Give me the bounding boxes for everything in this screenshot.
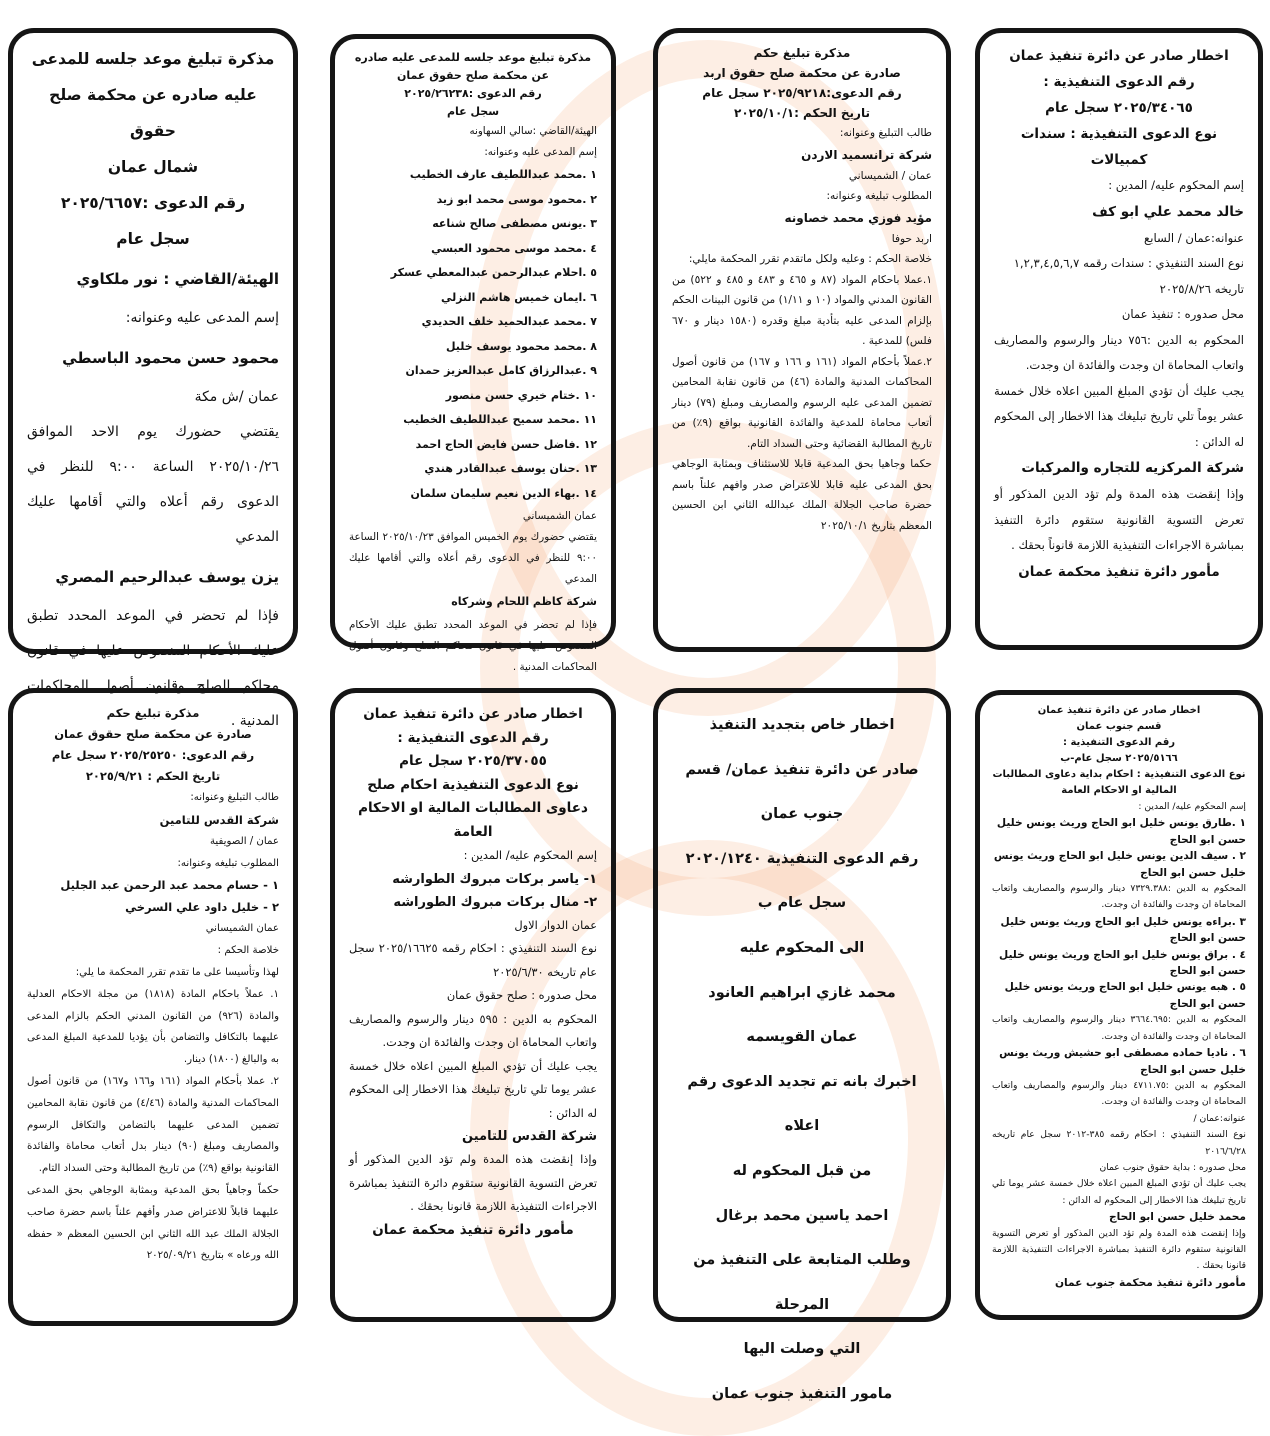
notice-name-line: شركة ترانسميد الاردن xyxy=(801,147,932,162)
notice-heading-line: عليه صادره عن محكمة صلح حقوق xyxy=(49,86,257,140)
notice-name-line: ٣ .يونس مصطفى صالح شناعه xyxy=(432,217,597,230)
notice-heading-line: اخطار صادر عن دائرة تنفيذ عمان xyxy=(1037,705,1201,716)
notice-heading-line: صادرة عن محكمة صلح حقوق اربد xyxy=(703,66,901,80)
notice-body-text: ٢.عملاً بأحكام المواد (١٦١ و ١٦٦ و ١٦٧) من قانون أصول المحاكمات المدنية والمادة (٤٦) من قانون نقابة المحامين تضمين المدعى عليه الرسوم والمصاريف ومبلغ (٧٩) دينار أتعاب محاماة للمدعية والفائدة القانونية بواقع (٩٪) من تاريخ المطالبة القضائية وحتى السداد التام. xyxy=(672,355,932,450)
notice-heading-line: سجل عام xyxy=(446,105,500,118)
notice-heading-line: رقم الدعوى :٢٠٢٥/٢٦٢٣٨ xyxy=(404,87,542,100)
notice-name-line: شركة القدس للتامين xyxy=(462,1129,597,1144)
notice-name-line: يزن يوسف عبدالرحيم المصري xyxy=(55,568,279,586)
notice-heading-line: مذكرة تبليغ حكم xyxy=(753,46,851,60)
notice-body-text: تاريخه ٢٠٢٥/٨/٢٦ xyxy=(1159,281,1244,296)
notice-body-text: عمان الشميساني xyxy=(205,923,279,935)
notice-heading-line: رقم الدعوى التنفيذية : xyxy=(1062,737,1176,748)
notice-body-text: المطلوب تبليغه وعنوانه: xyxy=(177,857,279,869)
notice-heading-line: اخبرك بانه تم تجديد الدعوى رقم اعلاه xyxy=(687,1073,917,1135)
notice-name-line: شركة القدس للتامين xyxy=(159,812,279,827)
notice-heading-line: مذكرة تبليغ موعد جلسه للمدعى عليه صادره عن محكمة صلح حقوق عمان xyxy=(354,51,592,82)
notice-body-text: نوع السند التنفيذي : سندات رقمه ١,٢,٣,٤,٥,٦,٧ xyxy=(1013,256,1244,270)
notice-body-text: المحكوم به الدين :٤٧١١.٧٥ دينار والرسوم والمصاريف واتعاب المحاماة ان وجدت والفائدة ان وجدت. xyxy=(992,1079,1246,1108)
notice-heading-line: رقم الدعوى :٢٠٢٥/٦٦٥٧ xyxy=(60,194,246,212)
notice-name-line: ٦ .ايمان خميس هاشم النزلي xyxy=(440,290,597,304)
notice-body-text: إسم المدعى عليه وعنوانه: xyxy=(484,146,597,158)
notice-name-line: ٢ .محمود موسى محمد ابو زيد xyxy=(436,192,597,206)
notice-body-text: المحكوم به الدين :٧٣٢٩.٣٨٨ دينار والرسوم والمصاريف واتعاب المحاماة ان وجدت والفائدة ان وجدت. xyxy=(992,883,1246,911)
notice-heading-line: رقم الدعوى التنفيذية ٢٠٢٠/١٢٤٠ xyxy=(685,850,919,867)
notice-name-line: ١ - حسام محمد عبد الرحمن عبد الجليل xyxy=(60,878,279,893)
notice-heading-line: مأمور دائرة تنفيذ محكمة عمان xyxy=(1018,563,1220,580)
notice-body-text: عنوانه:عمان / السابع xyxy=(1144,230,1244,245)
notice-name-line: مأمور دائرة تنفيذ محكمة جنوب عمان xyxy=(1054,1276,1246,1289)
notice-heading-line: مأمور دائرة تنفيذ محكمة عمان xyxy=(372,1221,574,1238)
notice-body-text: خلاصة الحكم : xyxy=(217,945,279,957)
notice-name-line: ٦ . ناديا حماده مصطفى ابو حشيش وريث يونس خليل حسن ابو الحاج xyxy=(999,1047,1246,1076)
notice-name-line: ١٠ .ختام خيري حسن منصور xyxy=(445,388,597,402)
notice-name-line: ١ .محمد عبداللطيف عارف الخطيب xyxy=(409,168,597,181)
notice-body-text: طالب التبليغ وعنوانه: xyxy=(839,127,932,139)
notice-body-text: إسم المدعى عليه وعنوانه: xyxy=(125,310,279,326)
notice-heading-line: رقم الدعوى: ٢٠٢٥/٢٥٢٥٠ سجل عام xyxy=(51,748,255,762)
notice-heading-line: تاريخ الحكم :٢٠٢٥/١٠/١ xyxy=(734,106,870,120)
notice-heading-line: ٢٠٢٥/٣٤٠٦٥ سجل عام xyxy=(1045,100,1193,116)
notice-body-text: المطلوب تبليغه وعنوانه: xyxy=(826,190,932,202)
notice-heading-line: نوع الدعوى التنفيذية احكام صلح دعاوى المطالبات المالية او الاحكام العامة xyxy=(358,776,588,840)
notice-name-line: ١ .طارق يونس خليل ابو الحاج وريث يونس خليل حسن ابو الحاج xyxy=(996,817,1246,846)
notice-body-text: ١. عملاً باحكام المادة (١٨١٨) من مجلة الاحكام العدلية والمادة (٩٢٦) من القانون المدني الحكم بالزام المدعى عليهما بالتكافل والتضامن بأن يؤديا للمدعية المبلغ المدعى به والبالغ (١٨٠٠) دينار. xyxy=(27,988,279,1066)
notice-body-text: المحكوم به الدين :٣٦٦٤.٦٩٥ دينار والرسوم والمصاريف واتعاب المحاماة ان وجدت والفائدة ان وجدت. xyxy=(992,1014,1246,1042)
notice-body-text: حكما وجاهيا بحق المدعية قابلا للاستئناف وبمثابة الوجاهي بحق المدعى عليه قابلا للاعتراض صدر وافهم علناً باسم حضرة صاحب الجلالة الملك عبدالله الثاني ابن الحسين المعظم بتاريخ ٢٠٢٥/١٠/١ xyxy=(672,458,932,532)
notice-body-text: نوع السند التنفيذي : احكام رقمه ٣٨٥-٢٠١٢ سجل عام تاريخه ٢٠١٦/٦/٢٨ xyxy=(992,1129,1246,1157)
notice-name-line: ١٤ .بهاء الدين نعيم سليمان سلمان xyxy=(410,486,597,500)
notice-body-text: ٢. عملا بأحكام المواد (١٦١ و١٦٦ و١٦٧) من قانون أصول المحاكمات المدنية والمادة (٤/٤٦) من قانون نقابة المحامين تضمين المدعى عليهما بالتضامن والتكافل الرسوم والمصاريف ومبلغ (٩٠) دينار بدل أتعاب محاماة والفائدة القانونية بواقع (٩٪) من تاريخ المطالبة وحتى السداد التام. xyxy=(27,1075,279,1175)
notice-body-text: وإذا إنقضت هذه المدة ولم تؤد الدين المذكور أو تعرض التسوية القانونية ستقوم دائرة التنفيذ بمباشرة الاجراءات التنفيذية اللازمة قانوناً بحقك . xyxy=(994,487,1244,552)
notice-heading-line: اخطار صادر عن دائرة تنفيذ عمان xyxy=(1009,48,1229,64)
notice-name-line: ٣ .براءه يونس خليل ابو الحاج وريث يونس خليل حسن ابو الحاج xyxy=(1000,915,1246,945)
notice-body-text: محل صدوره : تنفيذ عمان xyxy=(1121,307,1244,321)
notice-heading-line: تاريخ الحكم : ٢٠٢٥/٩/٢١ xyxy=(85,769,221,783)
notice-body-text: المحكوم به الدين :٧٥٦ دينار والرسوم والمصاريف واتعاب المحاماة ان وجدت والفائدة ان وجدت. xyxy=(994,332,1244,372)
notice-heading-line: من قبل المحكوم له xyxy=(732,1162,872,1179)
notice-body-text: وإذا إنقضت هذه المدة ولم تؤد الدين المذكور أو تعرض التسوية القانونية ستقوم دائرة التنفيذ بمباشرة الاجراءات التنفيذية اللازمة قانونا بحقك . xyxy=(349,1152,597,1213)
notice-body-text: محل صدوره : صلح حقوق عمان xyxy=(446,988,597,1002)
notice-body-text: الهيئة/القاضي :سالي السهاونه xyxy=(469,125,597,137)
notice-name-line: ٢- منال بركات مبروك الطوراشه xyxy=(393,894,597,910)
notice-heading-line: سجل عام xyxy=(116,230,190,248)
notice-heading-line: نوع الدعوى التنفيذية : سندات كمبيالات xyxy=(1020,126,1218,168)
notice-body-text: خلاصة الحكم : وعليه ولكل ماتقدم تقرر المحكمة مايلي: xyxy=(688,253,932,265)
notice-name-line: ١٣ .حنان يوسف عبدالقادر هندي xyxy=(424,462,597,475)
notice-name-line: ٥ . هبه يونس خليل ابو الحاج وريث يونس خليل حسن ابو الحاج xyxy=(1004,981,1246,1010)
notice-heading-line: احمد ياسين محمد برغال xyxy=(715,1207,889,1224)
notice-body-text: محل صدوره : بداية حقوق جنوب عمان xyxy=(1099,1161,1246,1173)
notice-name-line: ٢ . سيف الدين يونس خليل ابو الحاج وريث يونس خليل حسن ابو الحاج xyxy=(993,850,1246,879)
notice-name-line: ١١ .محمد سميح عبداللطيف الخطيب xyxy=(403,413,597,426)
notice-name-line: خالد محمد علي ابو كف xyxy=(1092,203,1244,220)
notice-execution-amman-34065 xyxy=(975,28,1263,650)
notice-hearing-amman-civil xyxy=(330,34,616,673)
notice-body-text: عمان الدوار الاول xyxy=(514,917,597,932)
notice-body-text: فإذا لم تحضر في الموعد المحدد تطبق عليك الأحكام المنصوص عليها في قانون محاكم الصلح وقانون أصول المحاكمات المدنية . xyxy=(27,608,279,729)
notice-body-text: إسم المحكوم عليه/ المدين : xyxy=(1108,178,1244,192)
notice-body-text: يجب عليك أن تؤدي المبلغ المبين اعلاه خلال خمسة عشر يوماً تلي تاريخ تبليغك هذا الاخطار إلى المحكوم له الدائن : xyxy=(994,383,1244,449)
notice-name-line: ٧ .محمد عبدالحميد خلف الحديدي xyxy=(421,315,597,328)
notice-heading-line: الى المحكوم عليه xyxy=(739,939,865,956)
notice-heading-line: وطلب المتابعة على التنفيذ من المرحلة xyxy=(693,1252,911,1313)
notice-heading-line: مذكرة تبليغ حكم xyxy=(106,706,200,720)
notice-name-line: ٩ .عبدالرزاق كامل عبدالعزيز حمدان xyxy=(405,364,597,377)
notice-heading-line: رقم الدعوى التنفيذية : xyxy=(1043,74,1195,90)
notice-body-text: حكماً وجاهياً بحق المدعية وبمثابة الوجاهي بحق المدعى عليهما قابلاً للاعتراض صدر وأفهم علناً باسم حضرة صاحب الجلالة الملك عبد الله الثاني ابن الحسين المعظم « حفظه الله ورعاه » بتاريخ ٢٠٢٥/٠٩/٢١ xyxy=(27,1184,279,1262)
notice-name-line: محمود حسن محمود الباسطي xyxy=(62,349,279,367)
notice-body-text: يجب عليك أن تؤدي المبلغ المبين اعلاه خلال خمسة عشر يوما تلي تاريخ تبليغك هذا الاخطار إلى المحكوم له الدائن : xyxy=(349,1058,597,1120)
notice-heading-line: سجل عام ب xyxy=(757,895,847,912)
notice-heading-line: مذكرة تبليغ موعد جلسه للمدعى xyxy=(31,50,275,68)
notice-heading-line: محمد غازي ابراهيم العانود xyxy=(708,984,896,1001)
notice-name-line: ٤ . براق يونس خليل ابو الحاج وريث يونس خليل حسن ابو الحاج xyxy=(999,948,1246,978)
notice-heading-line: عمان القويسمه xyxy=(746,1029,858,1046)
notice-body-text: يقتضي حضورك يوم الاحد الموافق ٢٠٢٥/١٠/٢٦ الساعة ٩:٠٠ للنظر في الدعوى رقم أعلاه والتي أقامها عليك المدعي xyxy=(27,424,279,545)
notice-heading-line: اخطار خاص بتجديد التنفيذ xyxy=(709,717,895,733)
notice-execution-south-amman-5166 xyxy=(975,690,1263,1320)
notice-name-line: شركة المركزيه للتجاره والمركبات xyxy=(1021,460,1244,476)
notice-name-line: محمد خليل حسن ابو الحاج xyxy=(1109,1211,1246,1224)
notice-execution-renewal-south-amman xyxy=(653,688,951,1402)
notice-heading-line: صادرة عن محكمة صلح حقوق عمان xyxy=(54,727,252,741)
notice-execution-amman-37055 xyxy=(330,688,616,1322)
notice-heading-line: رقم الدعوى:٢٠٢٥/٩٢١٨ سجل عام xyxy=(702,86,902,100)
notice-body-text: يجب عليك أن تؤدي المبلغ المبين اعلاه خلال خمسة عشر يوما تلي تاريخ تبليغك هذا الاخطار إلى المحكوم له الدائن : xyxy=(992,1178,1246,1206)
notice-heading-line: قسم جنوب عمان xyxy=(1076,721,1162,732)
notice-name-line: ٤ .محمد موسى محمود العبسي xyxy=(431,241,597,255)
notice-body-text: فإذا لم تحضر في الموعد المحدد تطبق عليك الأحكام المنصوص عليها في قانون محاكم الصلح وقانون أصول المحاكمات المدنية . xyxy=(349,618,597,673)
notice-heading-line: رقم الدعوى التنفيذية : xyxy=(397,729,549,746)
notice-body-text: ١.عملا باحكام المواد (٨٧ و ٤٦٥ و ٤٨٣ و ٤٨٥ و ٥٢٢) من القانون المدني والمواد (١٠ و ١/١١) من قانون البينات الحكم بإلزام المدعى عليه بتأدية مبلغ وقدره (١٥٨٠ دينار و ٦٧٠ فلس) للمدعية . xyxy=(672,273,933,347)
notice-body-text: عمان / الصويفية xyxy=(209,835,279,847)
notice-name-line: ١- ياسر بركات مبروك الطوارشه xyxy=(392,871,597,887)
notice-heading-line: شمال عمان xyxy=(107,158,199,176)
notice-judgment-irbid xyxy=(653,28,951,652)
notice-body-text: لهذا وتأسيسا على ما تقدم تقرر المحكمة ما يلي: xyxy=(75,966,279,978)
notice-name-line: ٢ - خليل داود علي السرخي xyxy=(125,900,279,915)
notice-body-text: عمان / الشميساني xyxy=(848,169,932,182)
notice-body-text: المحكوم به الدين : ٥٩٥ دينار والرسوم والمصاريف واتعاب المحاماة ان وجدت والفائدة ان وجدت. xyxy=(349,1011,597,1049)
notice-body-text: وإذا إنقضت هذه المدة ولم تؤد الدين المذكور أو تعرض التسوية القانونية ستقوم دائرة التنفيذ بمباشرة الاجراءات التنفيذية اللازمة قانونا بحقك . xyxy=(992,1227,1246,1272)
notice-heading-line: نوع الدعوى التنفيذية : احكام بداية دعاوى المطالبات المالية او الاحكام العامة xyxy=(992,769,1246,796)
notice-name-line: الهيئة/القاضي : نور ملكاوي xyxy=(76,270,279,288)
notice-body-text: عنوانه:عمان / xyxy=(1193,1112,1246,1124)
notice-body-text: إسم المحكوم عليه/ المدين : xyxy=(463,848,597,862)
notice-heading-line: ٢٠٢٥/٣٧٠٥٥ سجل عام xyxy=(399,753,547,769)
notice-name-line: ١٢ .فاضل حسن فايض الحاج احمد xyxy=(415,437,597,451)
notice-name-line: ٨ .محمد محمود يوسف خليل xyxy=(445,339,597,353)
notice-heading-line: صادر عن دائرة تنفيذ عمان/ قسم xyxy=(685,761,919,778)
notice-heading-line: جنوب عمان xyxy=(760,806,844,823)
notice-body-text: يقتضي حضورك يوم الخميس الموافق ٢٠٢٥/١٠/٢٣ الساعة ٩:٠٠ للنظر في الدعوى رقم أعلاه والتي أقامها عليك المدعي xyxy=(349,531,597,585)
notice-name-line: مؤيد فوزي محمد خصاونه xyxy=(784,210,932,225)
notice-body-text: نوع السند التنفيذي : احكام رقمه ٢٠٢٥/١٦٦٢٥ سجل عام تاريخه ٢٠٢٥/٦/٣٠ xyxy=(349,941,597,979)
notice-heading-line: اخطار صادر عن دائرة تنفيذ عمان xyxy=(363,706,583,722)
notice-judgment-amman-25250 xyxy=(8,688,298,1326)
notice-name-line: شركة كاظم اللحام وشركاه xyxy=(451,595,597,608)
notice-body-text: إسم المحكوم عليه/ المدين : xyxy=(1138,801,1246,812)
notice-heading-line: التي وصلت اليها xyxy=(743,1341,861,1358)
notice-body-text: اربد حوفا xyxy=(891,232,932,245)
notice-heading-line: ٢٠٢٥/٥١٦٦ سجل عام-ب xyxy=(1060,753,1178,764)
notice-heading-line: مامور التنفيذ جنوب عمان xyxy=(711,1385,893,1402)
notice-body-text: طالب التبليغ وعنوانه: xyxy=(190,792,279,803)
notice-name-line: ٥ .احلام عبدالرحمن عبدالمعطي عسكر xyxy=(390,266,597,279)
notice-body-text: عمان /ش مكة xyxy=(194,389,279,405)
notice-body-text: عمان الشميساني xyxy=(522,510,597,522)
